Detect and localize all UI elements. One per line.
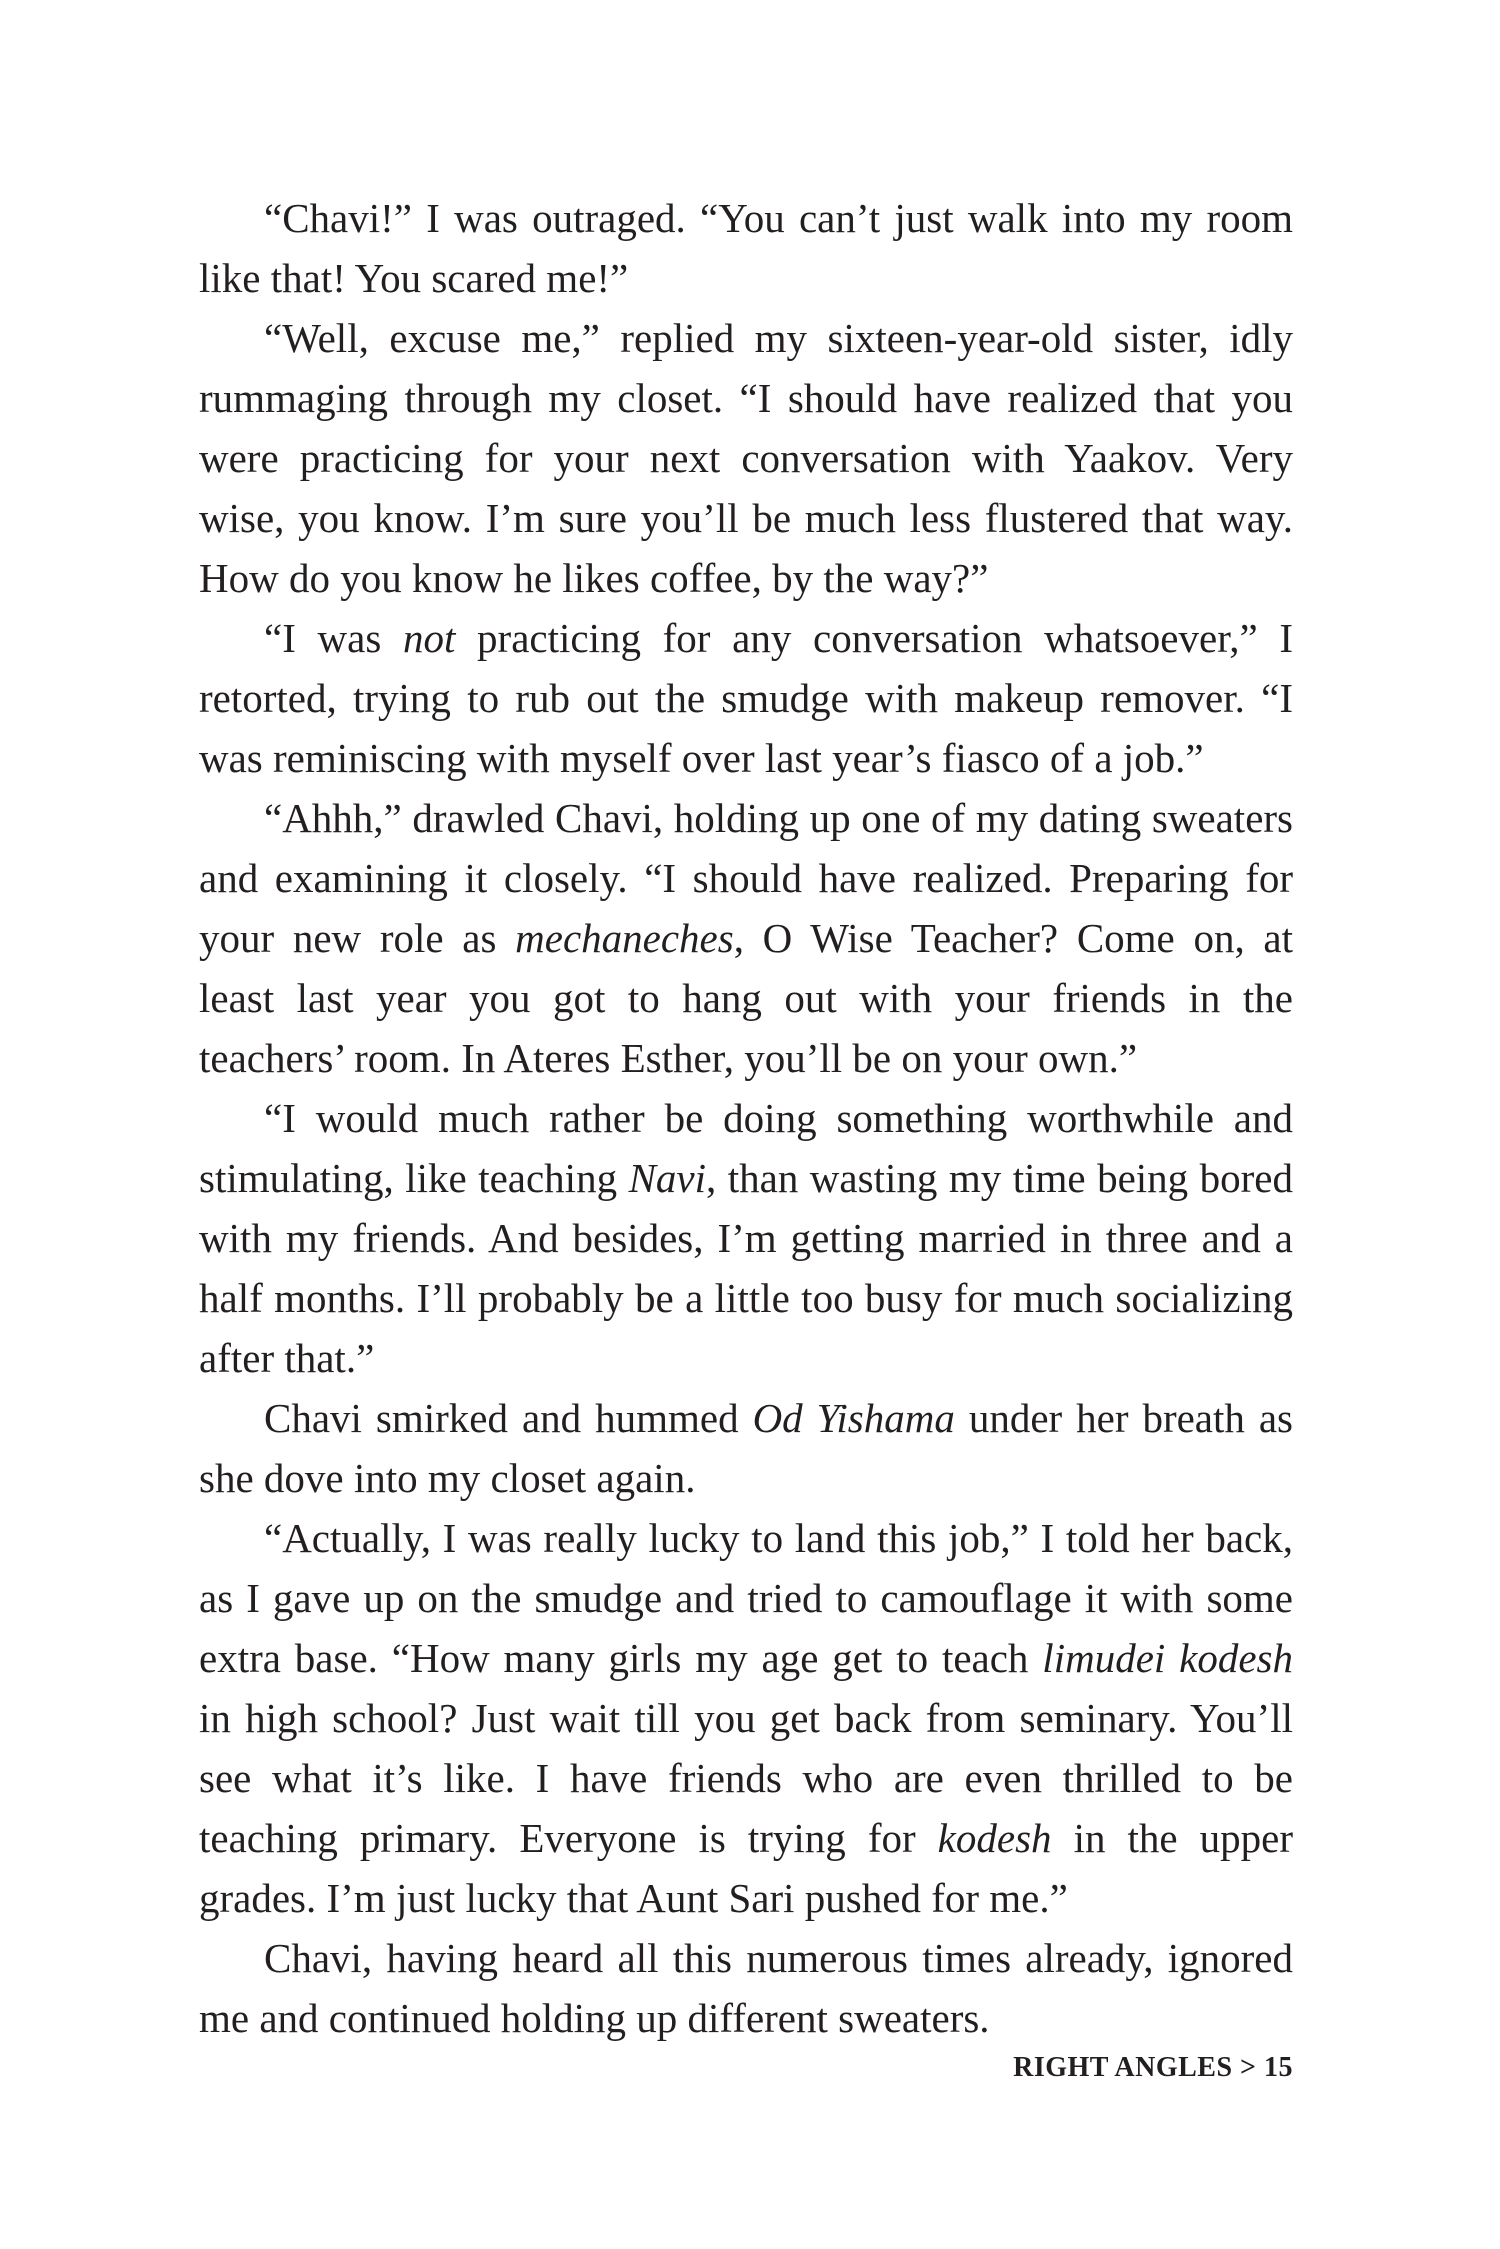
italic-text: not [402, 615, 456, 661]
text-run: Chavi smirked and hummed [264, 1395, 753, 1441]
paragraph [199, 608, 1293, 788]
text-run: practicing for any conversation whatsoever,” I retorted, trying to rub out the smudge with makeup remover. “I was reminiscing with myself over last year’s fiasco of a job.” [199, 615, 1293, 781]
paragraph [199, 1928, 1293, 2048]
italic-text: mechaneches [515, 915, 734, 961]
text-run: “Well, excuse me,” replied my sixteen-year-old sister, idly rummaging through my closet. “I should have realized that you were practicing for your next conversation with Yaakov. Very wise, you know. I’m sure you’ll be much less flustered that way. How do you know he likes coffee, by the way?” [199, 315, 1293, 601]
body-text [199, 188, 1293, 2048]
text-run: “Actually, I was really lucky to land this job,” I told her back, as I gave up on the smudge and tried to camouflage it with some extra base. “How many girls my age get to teach [199, 1515, 1293, 1681]
text-run: “Ahhh,” drawled Chavi, holding up one of my dating sweaters and examining it closely. “I should have realized. Preparing for your new role as [199, 795, 1293, 961]
paragraph [199, 188, 1293, 308]
italic-text: limudei kodesh [1042, 1635, 1293, 1681]
text-run: under her breath as she dove into my closet again. [199, 1395, 1294, 1501]
text-run: in high school? Just wait till you get back from seminary. You’ll see what it’s like. I have friends who are even thrilled to be teaching primary. Everyone is trying for [199, 1695, 1293, 1861]
italic-text: kodesh [937, 1815, 1052, 1861]
paragraph [199, 788, 1293, 1088]
paragraph [199, 1508, 1293, 1928]
text-run: “Chavi!” I was outraged. “You can’t just walk into my room like that! You scared me!” [199, 195, 1293, 301]
text-run: , than wasting my time being bored with my friends. And besides, I’m getting married in three and a half months. I’ll probably be a little too busy for much socializing after that.” [199, 1155, 1293, 1381]
text-run: in the upper grades. I’m just lucky that Aunt Sari pushed for me.” [199, 1815, 1293, 1921]
text-run: Chavi, having heard all this numerous times already, ignored me and continued holding up different sweaters. [199, 1935, 1293, 2041]
paragraph [199, 1088, 1293, 1388]
text-run: “I was [264, 615, 403, 661]
text-run: “I would much rather be doing something worthwhile and stimulating, like teaching [199, 1095, 1293, 1201]
paragraph [199, 308, 1293, 608]
running-footer: RIGHT ANGLES > 15 [1013, 2052, 1293, 2083]
italic-text: Od Yishama [752, 1395, 955, 1441]
paragraph [199, 1388, 1293, 1508]
italic-text: Navi [628, 1155, 706, 1201]
text-run: , O Wise Teacher? Come on, at least last year you got to hang out with your friends in the teachers’ room. In Ateres Esther, you’ll be on your own.” [199, 915, 1293, 1081]
